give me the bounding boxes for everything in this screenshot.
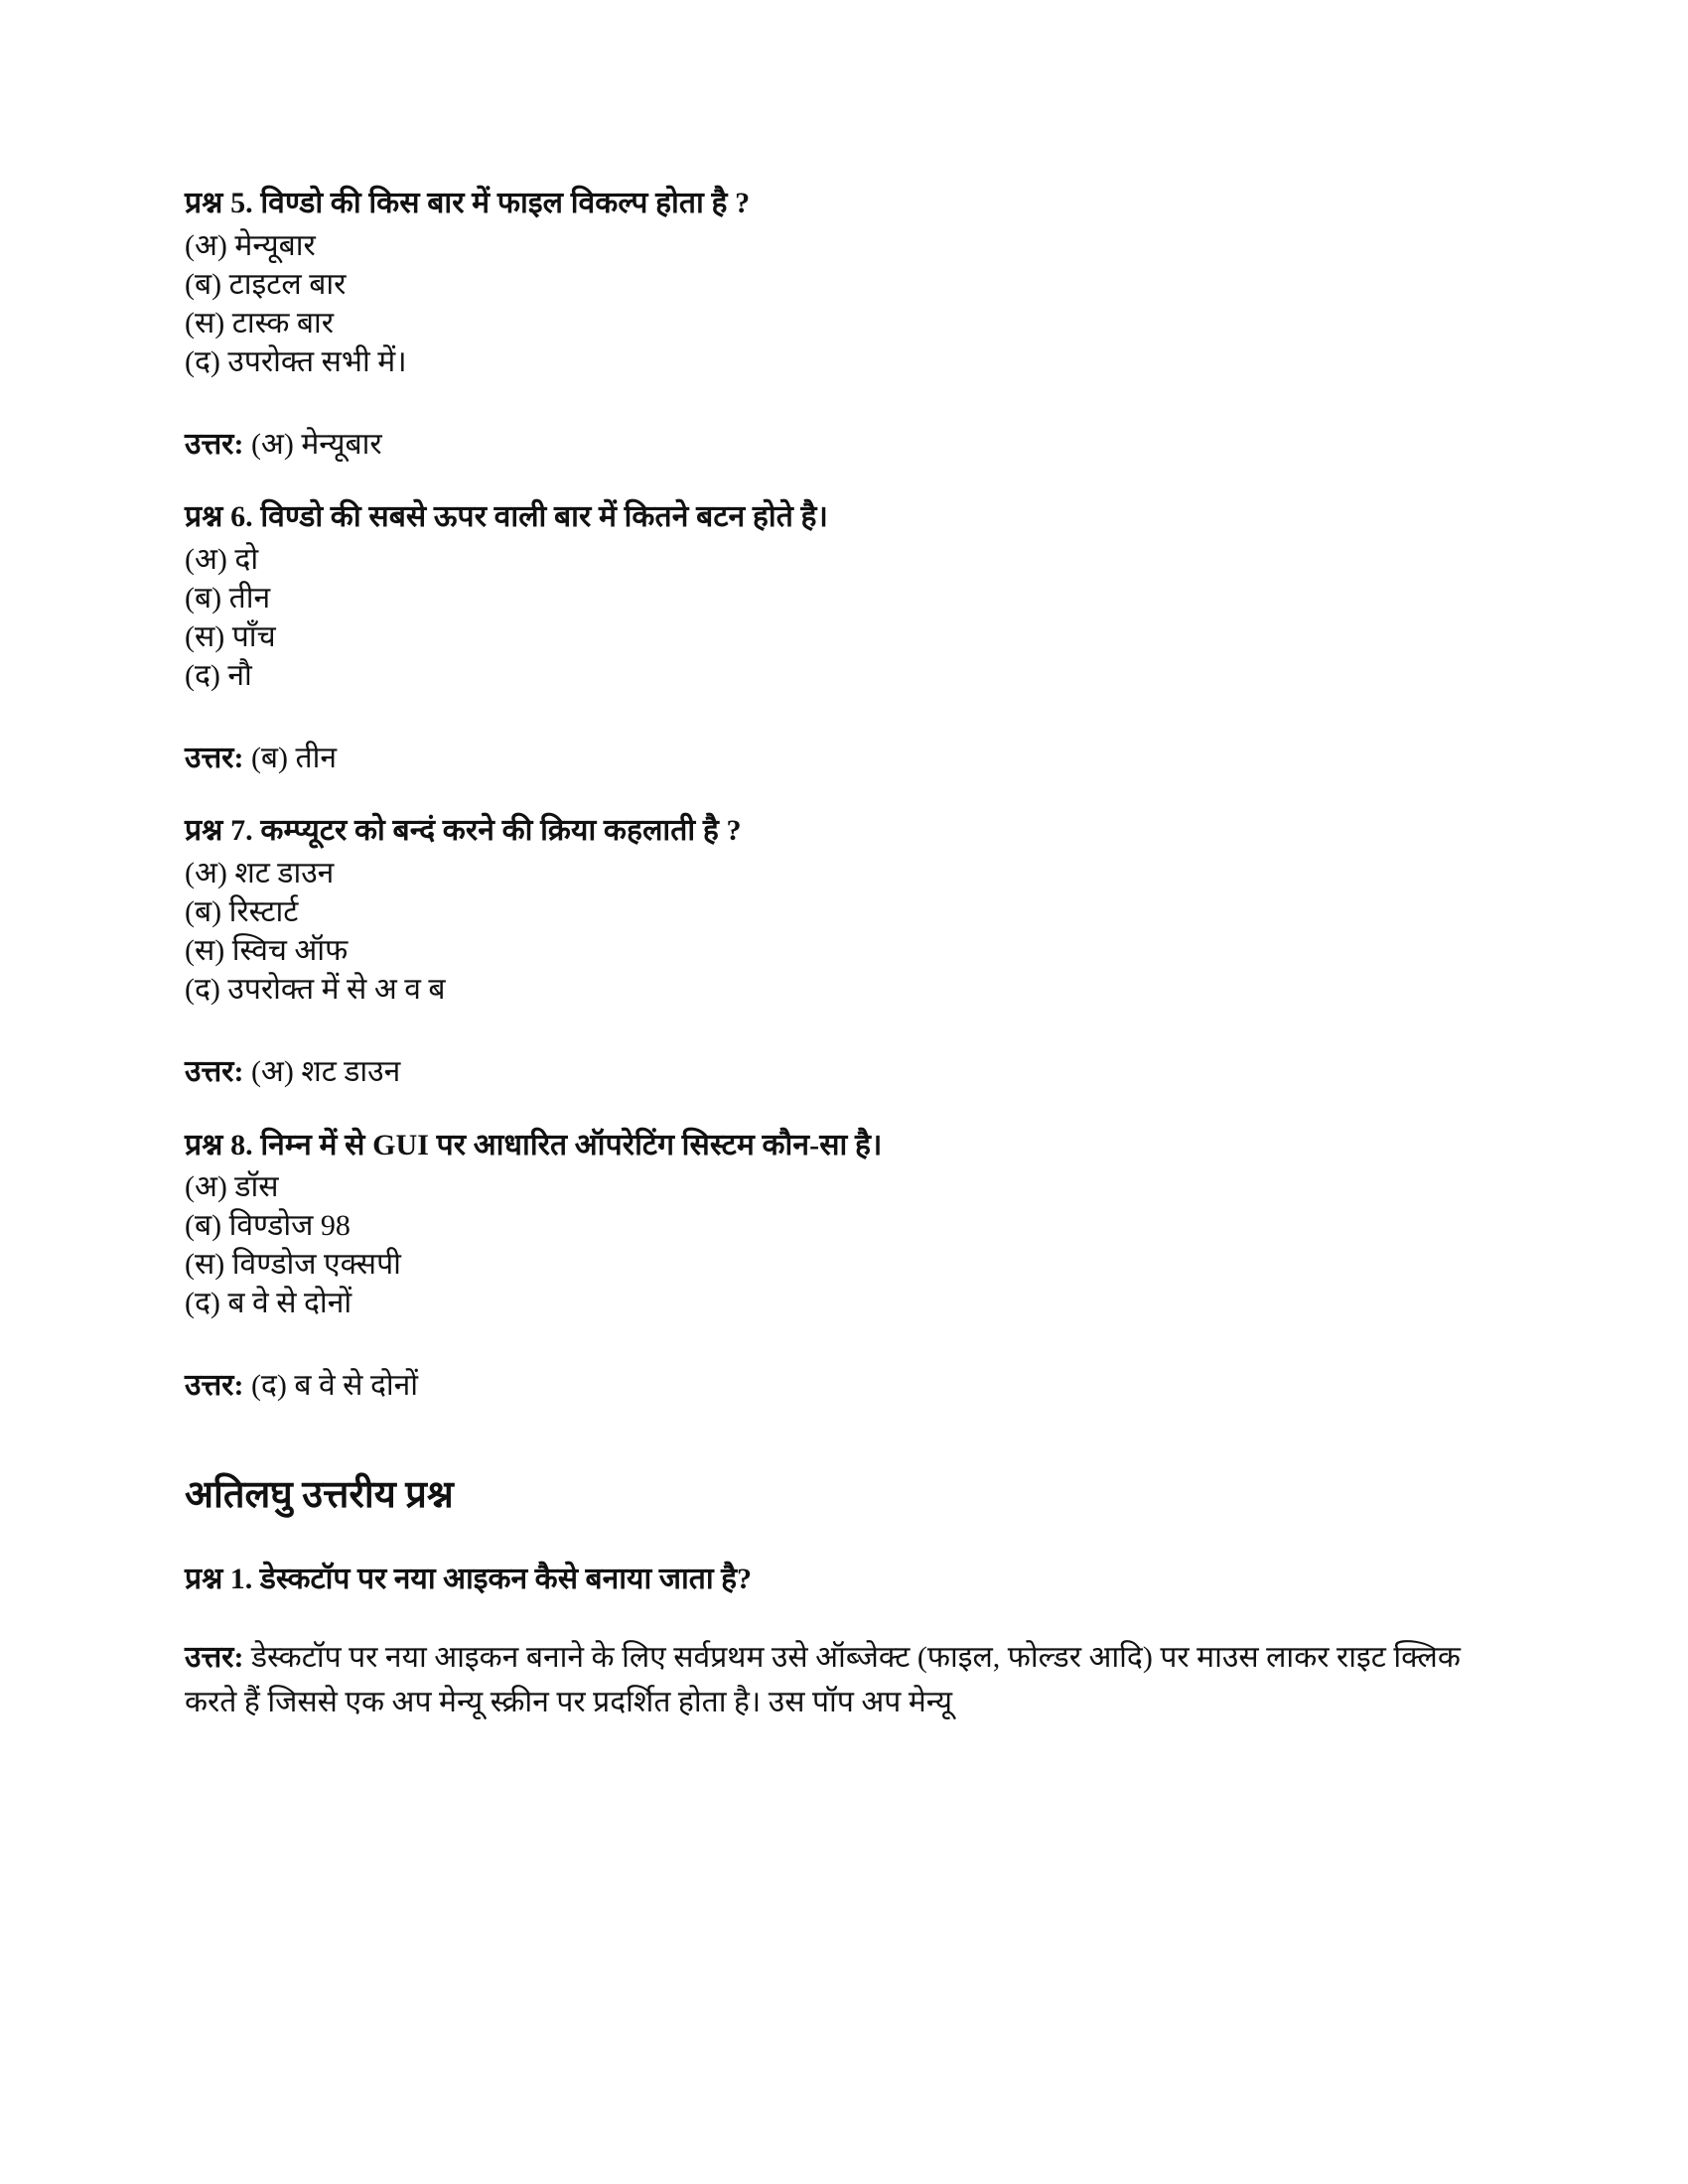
short-answer-title-1 — [185, 1560, 1466, 1599]
option-7-a: (अ) शट डाउन — [185, 856, 335, 889]
question-title-8 — [185, 1126, 1466, 1165]
answer-label-7: उत्तर: — [185, 1054, 251, 1088]
short-answer-answer-text-1: डेस्कटॉप पर नया आइकन बनाने के लिए सर्वप्रथम उसे ऑब्जेक्ट (फाइल, फोल्डर आदि) पर माउस लाकर राइट क्लिक करते हैं जिससे एक अप मेन्यू स्क्रीन पर प्रदर्शित होता है। उस पॉप अप मेन्यू — [185, 1640, 1461, 1719]
question-block-6 — [185, 497, 1466, 777]
question-text-7: कम्प्यूटर को बन्दं करने की क्रिया कहलाती है ? — [260, 814, 742, 848]
answer-text-6: (ब) तीन — [250, 741, 338, 774]
short-answer-label-1: प्रश्न 1. — [185, 1563, 260, 1596]
question-text-6: विण्डो की सबसे ऊपर वाली बार में कितने बटन होते है। — [260, 500, 828, 534]
option-8-b: (ब) विण्डोज 98 — [185, 1209, 351, 1243]
option-8-c: (स) विण्डोज एक्सपी — [185, 1248, 401, 1282]
question-title-6 — [185, 497, 1466, 537]
option-6-b: (ब) तीन — [185, 581, 271, 614]
option-6-c: (स) पाँच — [185, 619, 276, 653]
answer-label-5: उत्तर: — [185, 427, 251, 461]
question-block-5 — [185, 184, 1466, 464]
option-5-c: (स) टास्क बार — [185, 306, 335, 340]
question-text-5: विण्डो की किस बार में फाइल विकल्प होता है ? — [260, 187, 751, 219]
answer-label-8: उत्तर: — [185, 1369, 251, 1403]
question-title-7 — [185, 811, 1466, 851]
question-label-7: प्रश्न 7. — [185, 814, 261, 848]
question-label-5: प्रश्न 5. — [185, 187, 261, 219]
document-content — [185, 184, 1466, 1725]
option-7-b: (ब) रिस्टार्ट — [185, 894, 299, 928]
answer-label-6: उत्तर: — [185, 741, 251, 774]
short-answer-block-1 — [185, 1560, 1466, 1725]
question-block-7 — [185, 811, 1466, 1091]
option-8-a: (अ) डॉस — [185, 1170, 279, 1204]
answer-line-5 — [185, 425, 1466, 465]
answer-text-7: (अ) शट डाउन — [250, 1054, 401, 1088]
answer-line-7 — [185, 1052, 1466, 1092]
short-answer-answer-label-1: उत्तर: — [185, 1640, 244, 1674]
section-heading: अतिलघु उत्तरीय प्रश्न — [185, 1473, 454, 1516]
answer-text-8: (द) ब वे से दोनों — [250, 1369, 419, 1403]
question-title-5 — [185, 184, 1466, 223]
answer-line-8 — [185, 1366, 1466, 1406]
question-block-8 — [185, 1126, 1466, 1406]
option-6-d: (द) नौ — [185, 658, 252, 692]
short-answer-question-text-1: डेस्कटॉप पर नया आइकन कैसे बनाया जाता है? — [259, 1563, 753, 1596]
option-7-c: (स) स्विच ऑफ — [185, 933, 349, 967]
answer-line-6 — [185, 739, 1466, 778]
question-label-6: प्रश्न 6. — [185, 500, 261, 534]
answer-text-5: (अ) मेन्यूबार — [250, 427, 382, 461]
question-text-8: निम्न में से GUI पर आधारित ऑपरेटिंग सिस्टम कौन-सा है। — [260, 1128, 883, 1161]
option-5-a: (अ) मेन्यूबार — [185, 228, 316, 262]
option-7-d: (द) उपरोक्त में से अ व ब — [185, 972, 446, 1006]
question-label-8: प्रश्न 8. — [185, 1128, 261, 1161]
option-5-d: (द) उपरोक्त सभी में। — [185, 344, 407, 378]
option-8-d: (द) ब वे से दोनों — [185, 1287, 352, 1320]
option-6-a: (अ) दो — [185, 542, 259, 576]
short-answer-answer-1 — [185, 1635, 1466, 1725]
option-5-b: (ब) टाइटल बार — [185, 267, 347, 301]
